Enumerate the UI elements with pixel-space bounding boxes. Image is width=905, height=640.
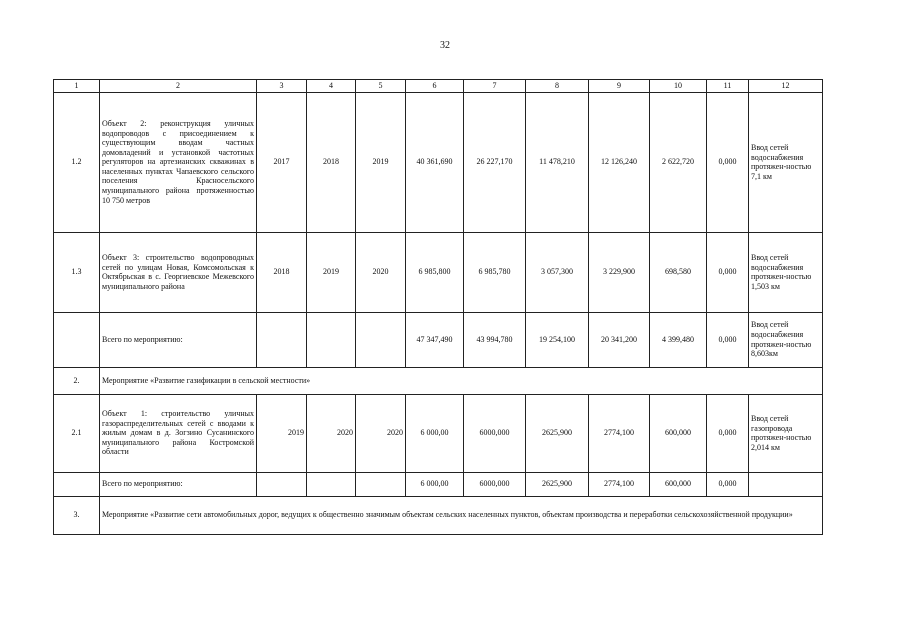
object-description: Объект 1: строительство уличных газораспределительных сетей с вводами к жилым домам в д. Зогзино Сусанинского муниципального района Костромской области [100,394,257,472]
cell-value: 6 985,800 [406,232,464,312]
year-end: 2019 [356,92,406,232]
cell-value: 0,000 [707,472,749,496]
col-header-5: 5 [356,80,406,93]
cell-value: 2 622,720 [650,92,707,232]
object-description: Объект 2: реконструкция уличных водопроводов с присоединением к существующим вводам частных домовладений и установкой частотных регуляторов на артезианских скважинах в населенных пунктах Чапаевского сельского поселения Красносельского муниципального района протяженностью 10 750 метров [100,92,257,232]
table-row [54,92,823,232]
empty-cell [257,312,307,367]
cell-value: 600,000 [650,394,707,472]
result-description: Ввод сетей газопровода протяжен-ностью 2,014 км [749,394,823,472]
table-row [54,232,823,312]
cell-value: 2625,900 [526,472,589,496]
year-mid: 2019 [307,232,356,312]
col-header-1: 1 [54,80,100,93]
empty-cell [257,472,307,496]
cell-value: 6 985,780 [464,232,526,312]
result-description: Ввод сетей водоснабжения протяжен-ностью 8,603км [749,312,823,367]
cell-value: 0,000 [707,394,749,472]
cell-value: 0,000 [707,312,749,367]
year-start: 2018 [257,232,307,312]
section-row [54,496,823,534]
cell-value: 11 478,210 [526,92,589,232]
col-header-2: 2 [100,80,257,93]
total-row [54,312,823,367]
row-number: 2.1 [54,394,100,472]
year-mid: 2018 [307,92,356,232]
cell-value: 6 000,00 [406,472,464,496]
cell-value: 47 347,490 [406,312,464,367]
empty-cell [356,472,406,496]
cell-value: 3 229,900 [589,232,650,312]
col-header-3: 3 [257,80,307,93]
cell-value: 3 057,300 [526,232,589,312]
cell-value: 12 126,240 [589,92,650,232]
empty-cell [356,312,406,367]
result-description: Ввод сетей водоснабжения протяжен-ностью 7,1 км [749,92,823,232]
empty-cell [749,472,823,496]
row-number: 1.2 [54,92,100,232]
cell-value: 4 399,480 [650,312,707,367]
section-title: Мероприятие «Развитие газификации в сельской местности» [100,367,823,394]
row-number: 1.3 [54,232,100,312]
total-label: Всего по мероприятию: [100,312,257,367]
cell-value: 2774,100 [589,472,650,496]
col-header-9: 9 [589,80,650,93]
col-header-11: 11 [707,80,749,93]
col-header-7: 7 [464,80,526,93]
year-mid: 2020 [307,394,356,472]
cell-value: 20 341,200 [589,312,650,367]
section-title: Мероприятие «Развитие сети автомобильных дорог, ведущих к общественно значимым объектам сельских населенных пунктов, объектам производства и переработки сельскохозяйственной продукции» [100,496,823,534]
cell-value: 19 254,100 [526,312,589,367]
cell-value: 600,000 [650,472,707,496]
empty-cell [54,312,100,367]
year-end: 2020 [356,394,406,472]
cell-value: 2774,100 [589,394,650,472]
col-header-10: 10 [650,80,707,93]
empty-cell [307,472,356,496]
col-header-4: 4 [307,80,356,93]
program-table [53,79,823,535]
year-end: 2020 [356,232,406,312]
cell-value: 40 361,690 [406,92,464,232]
col-header-12: 12 [749,80,823,93]
empty-cell [307,312,356,367]
object-description: Объект 3: строительство водопроводных сетей по улицам Новая, Комсомольская к Октябрьская в с. Георгиевское Межевского муниципального района [100,232,257,312]
cell-value: 698,580 [650,232,707,312]
section-row [54,367,823,394]
result-description: Ввод сетей водоснабжения протяжен-ностью 1,503 км [749,232,823,312]
empty-cell [54,472,100,496]
year-start: 2017 [257,92,307,232]
cell-value: 43 994,780 [464,312,526,367]
cell-value: 0,000 [707,92,749,232]
table-row [54,394,823,472]
total-row [54,472,823,496]
col-header-6: 6 [406,80,464,93]
section-number: 3. [54,496,100,534]
total-label: Всего по мероприятию: [100,472,257,496]
year-start: 2019 [257,394,307,472]
col-header-8: 8 [526,80,589,93]
cell-value: 6000,000 [464,472,526,496]
cell-value: 2625,900 [526,394,589,472]
column-number-row [54,80,823,93]
cell-value: 6 000,00 [406,394,464,472]
page-number: 32 [440,40,450,51]
cell-value: 6000,000 [464,394,526,472]
section-number: 2. [54,367,100,394]
cell-value: 26 227,170 [464,92,526,232]
cell-value: 0,000 [707,232,749,312]
